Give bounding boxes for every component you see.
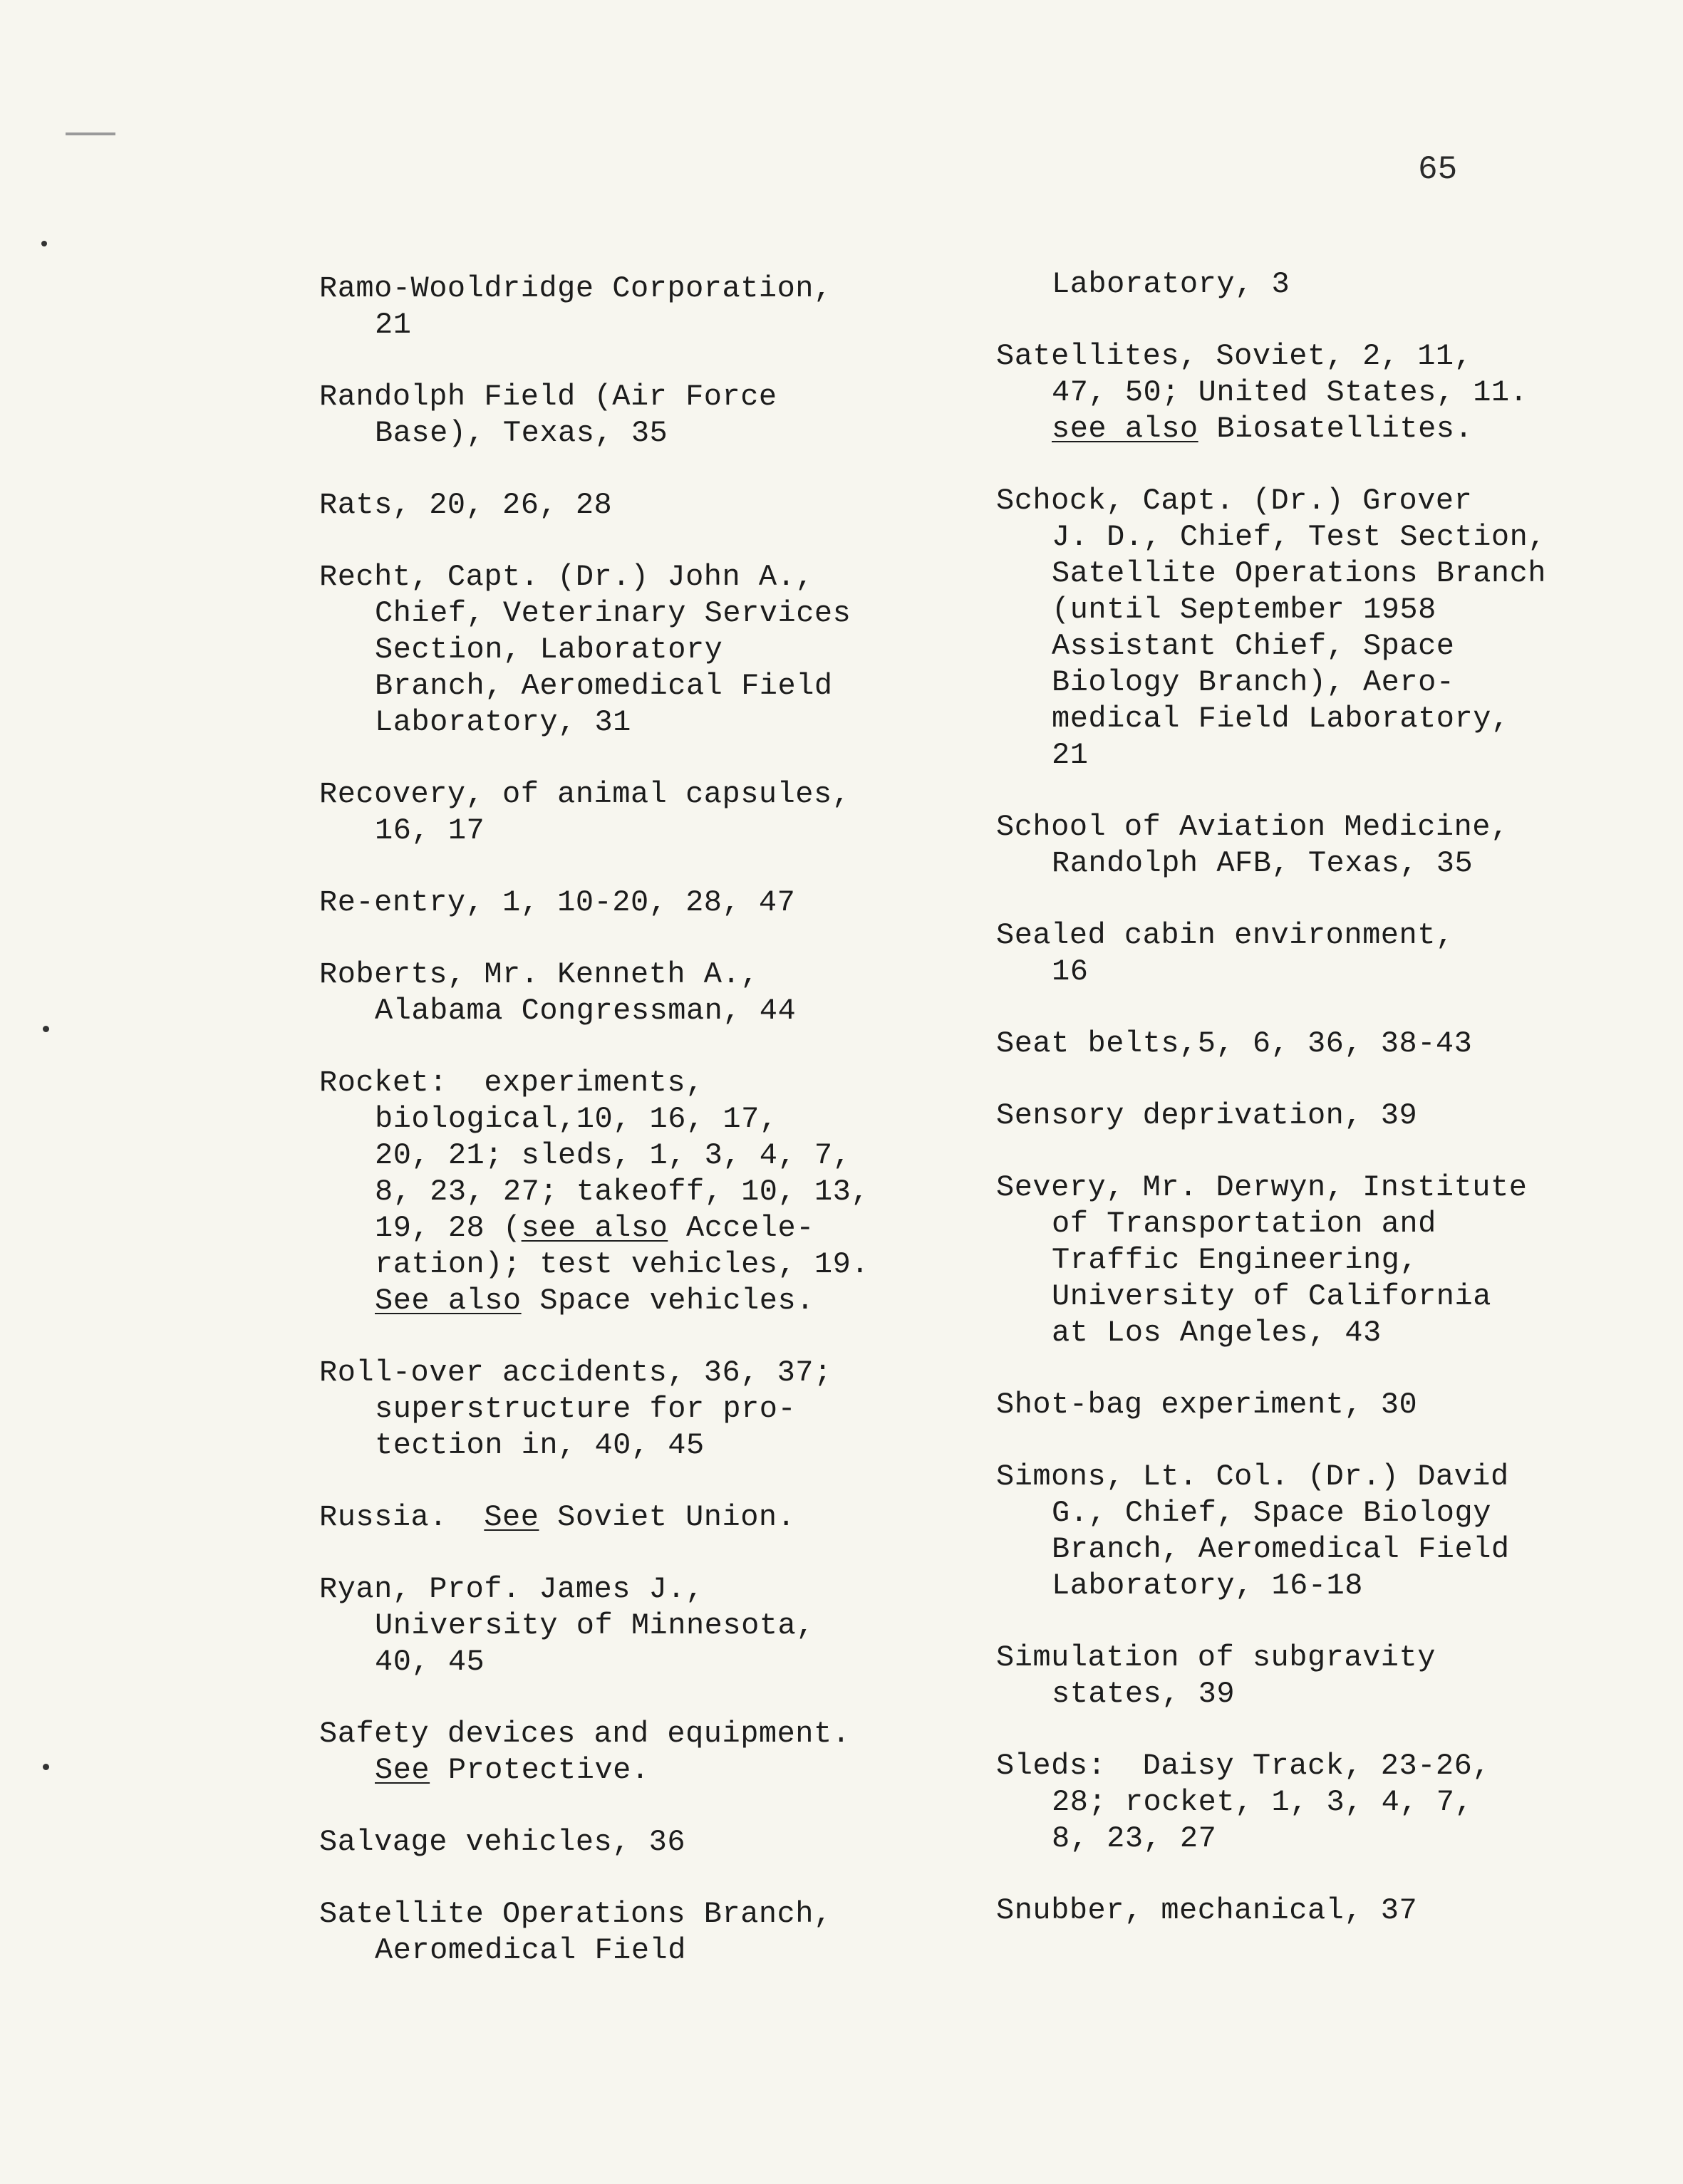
index-entry-continuation: biological,10, 16, 17, — [375, 1102, 778, 1136]
index-entry — [996, 1098, 1623, 1134]
index-entry-heading: Russia. See Soviet Union. — [319, 1500, 796, 1534]
index-entry-continuation: tection in, 40, 45 — [375, 1428, 705, 1462]
index-column-left — [319, 271, 932, 2004]
index-entry — [319, 379, 932, 452]
index-entry-heading: Ramo-Wooldridge Corporation, — [319, 271, 832, 306]
index-entry-heading: Sealed cabin environment, — [996, 918, 1454, 952]
page-number: 65 — [1418, 151, 1458, 188]
index-column-right — [996, 266, 1623, 1965]
index-entry — [319, 271, 932, 343]
index-entry-heading: Shot-bag experiment, 30 — [996, 1388, 1418, 1422]
scan-artifact-dot — [43, 1764, 49, 1770]
index-entry — [996, 483, 1623, 774]
index-entry-heading: Seat belts,5, 6, 36, 38-43 — [996, 1026, 1473, 1061]
index-entry — [996, 1459, 1623, 1604]
index-entry-continuation: See also Space vehicles. — [375, 1284, 814, 1318]
index-entry-continuation: 16 — [1052, 955, 1089, 989]
index-entry-continuation: 8, 23, 27 — [1052, 1821, 1217, 1856]
scan-artifact-dot — [43, 1026, 49, 1032]
index-entry-heading: Simulation of subgravity — [996, 1640, 1436, 1675]
index-entry-continuation: Randolph AFB, Texas, 35 — [1052, 846, 1474, 880]
index-entry-heading: Re-entry, 1, 10-20, 28, 47 — [319, 885, 796, 920]
index-entry-continuation: Satellite Operations Branch — [1052, 556, 1547, 591]
index-entry — [996, 338, 1623, 447]
index-entry-continuation: 21 — [375, 308, 412, 342]
index-entry-continuation: See Protective. — [375, 1753, 650, 1787]
index-entry-heading: Sleds: Daisy Track, 23-26, — [996, 1749, 1491, 1783]
index-entry — [996, 1026, 1623, 1062]
index-entry-heading: Satellite Operations Branch, — [319, 1897, 832, 1931]
index-entry-continuation: Branch, Aeromedical Field — [1052, 1532, 1510, 1566]
index-entry-continuation: 16, 17 — [375, 813, 485, 848]
index-entry-heading: Satellites, Soviet, 2, 11, — [996, 339, 1473, 373]
index-entry-heading: Randolph Field (Air Force — [319, 380, 777, 414]
index-entry — [319, 1355, 932, 1464]
index-entry-continuation: 8, 23, 27; takeoff, 10, 13, — [375, 1175, 870, 1209]
index-entry-continuation: J. D., Chief, Test Section, — [1052, 520, 1547, 554]
index-entry-continuation: Branch, Aeromedical Field — [375, 669, 833, 703]
index-entry-heading: Rats, 20, 26, 28 — [319, 488, 613, 522]
index-entry — [319, 1065, 932, 1319]
index-entry-heading: Simons, Lt. Col. (Dr.) David — [996, 1460, 1509, 1494]
index-entry-continuation: Alabama Congressman, 44 — [375, 994, 797, 1028]
index-entry-continuation: Base), Texas, 35 — [375, 416, 668, 450]
index-entry — [319, 776, 932, 849]
index-entry-continuation: University of California — [1052, 1279, 1491, 1314]
index-entry-heading: Recovery, of animal capsules, — [319, 777, 851, 811]
index-entry-continuation: 28; rocket, 1, 3, 4, 7, — [1052, 1785, 1474, 1819]
index-entry-continuation: Section, Laboratory — [375, 633, 723, 667]
index-entry — [996, 1748, 1623, 1857]
index-entry — [319, 487, 932, 524]
index-entry-heading: Snubber, mechanical, 37 — [996, 1893, 1418, 1928]
index-entry — [319, 1716, 932, 1789]
index-entry-continuation: 47, 50; United States, 11. — [1052, 375, 1528, 410]
index-entry — [996, 1170, 1623, 1351]
index-entry-continuation: Assistant Chief, Space — [1052, 629, 1455, 663]
index-entry-continuation: see also Biosatellites. — [1052, 412, 1474, 446]
index-entry-continuation: states, 39 — [1052, 1677, 1236, 1711]
index-entry-continuation: (until September 1958 — [1052, 593, 1436, 627]
index-entry-continuation: Laboratory, 16-18 — [1052, 1569, 1363, 1603]
index-entry-heading: Severy, Mr. Derwyn, Institute — [996, 1170, 1528, 1205]
index-entry — [319, 559, 932, 741]
index-entry-continuation: medical Field Laboratory, — [1052, 702, 1510, 736]
index-entry-continuation: Chief, Veterinary Services — [375, 596, 851, 630]
index-entry-continuation: Biology Branch), Aero- — [1052, 665, 1455, 700]
index-entry — [996, 917, 1623, 990]
index-entry-continuation: superstructure for pro- — [375, 1392, 797, 1426]
index-entry-continuation: at Los Angeles, 43 — [1052, 1316, 1382, 1350]
index-entry — [996, 1640, 1623, 1712]
index-entry-heading: Sensory deprivation, 39 — [996, 1098, 1418, 1133]
index-entry-heading: School of Aviation Medicine, — [996, 810, 1509, 844]
index-entry — [319, 1824, 932, 1861]
index-entry-continuation: Aeromedical Field — [375, 1933, 686, 1967]
index-entry — [996, 809, 1623, 882]
scan-artifact-dot — [41, 241, 47, 246]
index-entry-continuation: 21 — [1052, 738, 1089, 772]
index-entry-continuation: ration); test vehicles, 19. — [375, 1247, 870, 1281]
index-entry — [996, 1893, 1623, 1929]
index-entry-continuation: G., Chief, Space Biology — [1052, 1496, 1491, 1530]
index-entry-heading: Ryan, Prof. James J., — [319, 1572, 704, 1606]
index-entry-heading: Roberts, Mr. Kenneth A., — [319, 957, 759, 992]
index-entry — [996, 1387, 1623, 1423]
index-entry — [319, 885, 932, 921]
index-entry — [319, 1571, 932, 1680]
index-entry — [319, 957, 932, 1029]
index-entry-continuation: Laboratory, 31 — [375, 705, 631, 739]
index-entry-continuation: of Transportation and — [1052, 1207, 1436, 1241]
scan-artifact-dash — [66, 132, 115, 135]
index-entry-heading: Salvage vehicles, 36 — [319, 1825, 686, 1859]
index-entry-heading: Safety devices and equipment. — [319, 1717, 851, 1751]
index-entry — [319, 1499, 932, 1536]
index-entry — [319, 1896, 932, 1969]
index-entry-heading: Rocket: experiments, — [319, 1066, 704, 1100]
index-entry-heading: Laboratory, 3 — [1052, 267, 1290, 301]
index-entry-heading: Schock, Capt. (Dr.) Grover — [996, 484, 1473, 518]
index-entry-continuation: 40, 45 — [375, 1645, 485, 1679]
index-entry-heading: Recht, Capt. (Dr.) John A., — [319, 560, 814, 594]
index-entry — [996, 266, 1623, 303]
index-entry-continuation: University of Minnesota, — [375, 1608, 814, 1643]
index-entry-continuation: 19, 28 (see also Accele- — [375, 1211, 814, 1245]
index-entry-continuation: Traffic Engineering, — [1052, 1243, 1419, 1277]
index-entry-continuation: 20, 21; sleds, 1, 3, 4, 7, — [375, 1138, 851, 1172]
index-entry-heading: Roll-over accidents, 36, 37; — [319, 1356, 832, 1390]
